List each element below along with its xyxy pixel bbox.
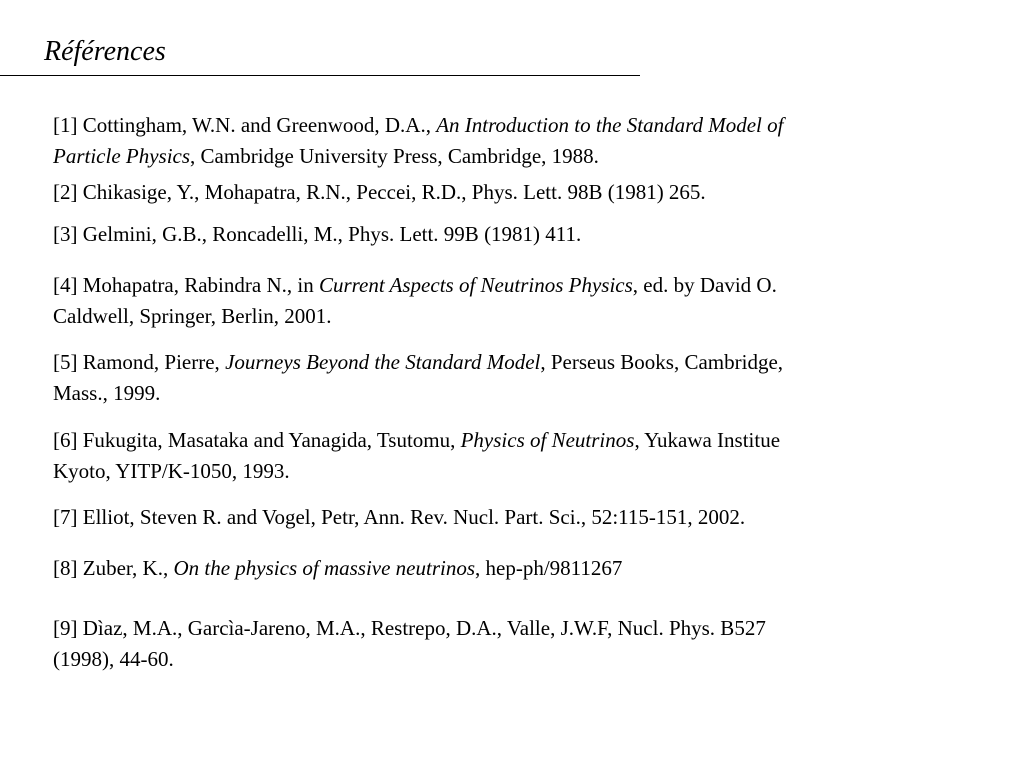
title-divider [0, 75, 640, 76]
reference-text: Elliot, Steven R. and Vogel, Petr, Ann. Rev. Nucl. Part. Sci., 52:115-151, 2002. [82, 505, 746, 529]
reference-authors: Mohapatra, Rabindra N., in [82, 273, 314, 297]
reference-item-9 [53, 613, 973, 675]
reference-title: Current Aspects of Neutrinos Physics [318, 273, 633, 297]
reference-item-7 [53, 502, 973, 533]
reference-text: Gelmini, G.B., Roncadelli, M., Phys. Lett. 99B (1981) 411. [82, 222, 582, 246]
reference-authors: Ramond, Pierre, [82, 350, 220, 374]
reference-number: [4] [53, 273, 78, 297]
reference-number: [3] [53, 222, 78, 246]
reference-number: [9] [53, 616, 78, 640]
reference-item-3 [53, 219, 973, 250]
reference-publisher: , Cambridge University Press, Cambridge, 1988. [190, 144, 599, 168]
reference-rest: , ed. by David O. [632, 273, 777, 297]
reference-item-5 [53, 347, 973, 409]
reference-item-1 [53, 110, 973, 172]
reference-title: Physics of Neutrinos [460, 428, 635, 452]
reference-text-cont: (1998), 44-60. [53, 647, 174, 671]
reference-item-4 [53, 270, 973, 332]
reference-item-8 [53, 553, 973, 584]
reference-authors: Zuber, K., [82, 556, 169, 580]
reference-rest: , hep-ph/9811267 [475, 556, 623, 580]
reference-number: [8] [53, 556, 78, 580]
reference-rest-cont: Mass., 1999. [53, 381, 161, 405]
reference-number: [7] [53, 505, 78, 529]
reference-text: Dìaz, M.A., Garcìa-Jareno, M.A., Restrepo, D.A., Valle, J.W.F, Nucl. Phys. B527 [82, 616, 766, 640]
page-title: Références [44, 36, 166, 67]
reference-rest: , Perseus Books, Cambridge, [540, 350, 784, 374]
reference-rest-cont: Kyoto, YITP/K-1050, 1993. [53, 459, 290, 483]
reference-title: Journeys Beyond the Standard Model [225, 350, 541, 374]
reference-text: Chikasige, Y., Mohapatra, R.N., Peccei, R.D., Phys. Lett. 98B (1981) 265. [82, 180, 706, 204]
reference-number: [5] [53, 350, 78, 374]
reference-number: [1] [53, 113, 78, 137]
reference-rest: , Yukawa Institue [634, 428, 781, 452]
reference-number: [6] [53, 428, 78, 452]
reference-number: [2] [53, 180, 78, 204]
reference-authors: Cottingham, W.N. and Greenwood, D.A., [82, 113, 431, 137]
reference-item-2 [53, 177, 973, 208]
reference-title: An Introduction to the Standard Model of [436, 113, 784, 137]
reference-rest-cont: Caldwell, Springer, Berlin, 2001. [53, 304, 332, 328]
reference-item-6 [53, 425, 973, 487]
reference-title: On the physics of massive neutrinos [173, 556, 476, 580]
reference-authors: Fukugita, Masataka and Yanagida, Tsutomu, [82, 428, 456, 452]
reference-title-cont: Particle Physics [53, 144, 191, 168]
